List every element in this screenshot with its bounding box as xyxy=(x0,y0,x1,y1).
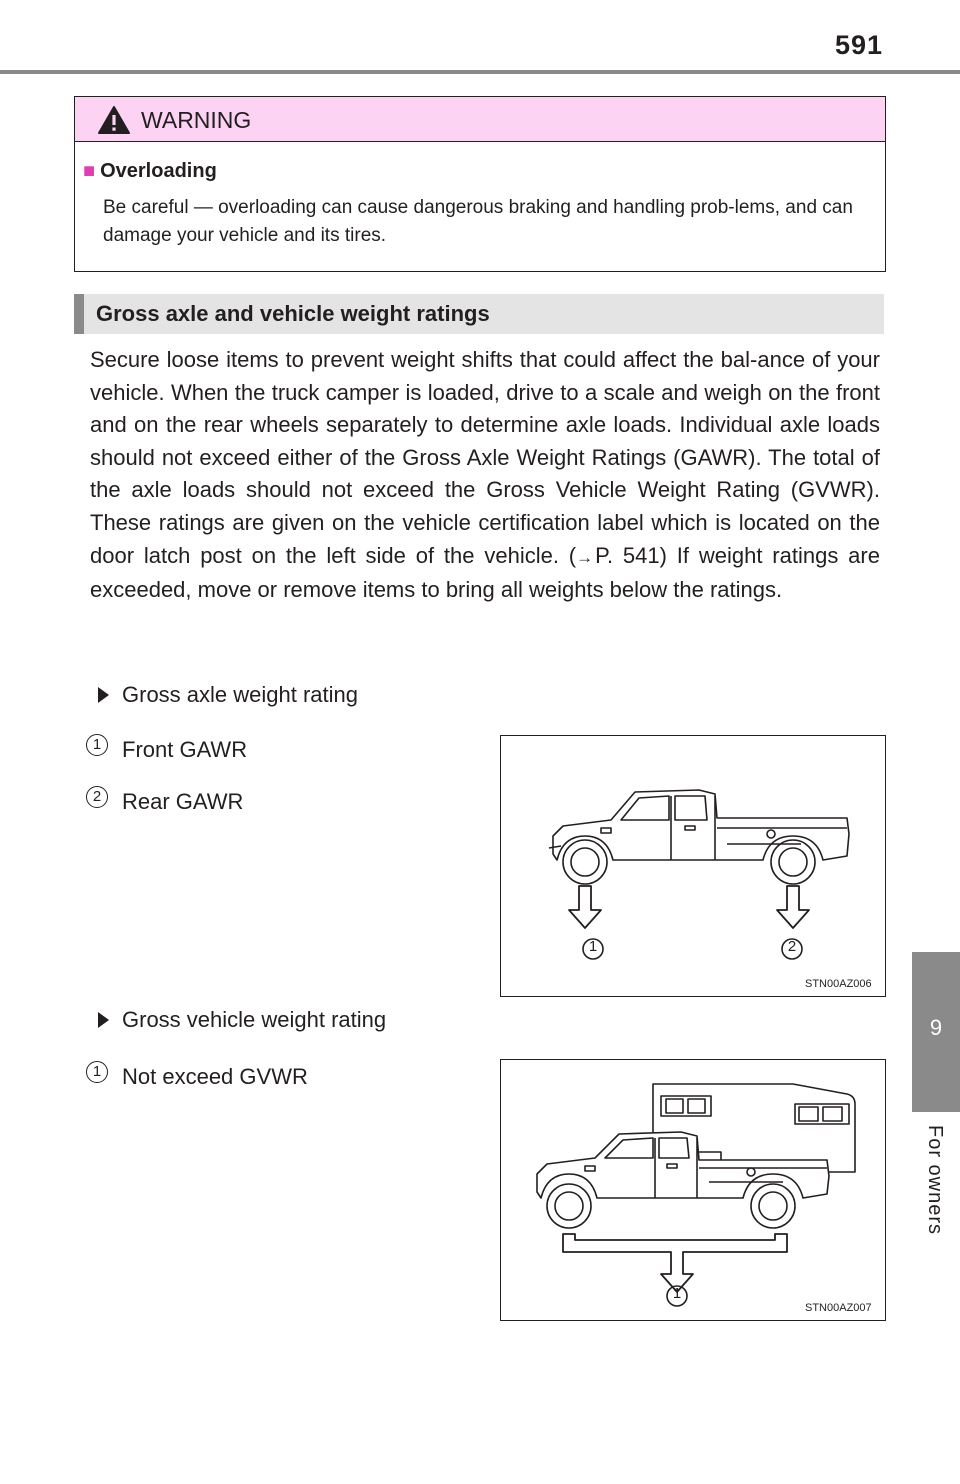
gvwr-heading: Gross vehicle weight rating xyxy=(122,1007,387,1032)
figure-callout: 1 xyxy=(588,938,598,955)
square-bullet-icon: ■ xyxy=(83,160,96,182)
page-reference-link[interactable]: P. 541 xyxy=(595,542,660,568)
paragraph-text-before-ref: Secure loose items to prevent weight shifts that could affect the bal-ance of your vehicle. When the truck camper is loaded, drive to a scale and weigh on the front and on the rear wheels separately to determine axle loads. Individual axle loads should not exceed either of the Gross Axle Weight Ratings (GAWR). The total of the axle loads should not exceed the Gross Vehicle Weight Rating (GVWR). These ratings are given on the vehicle certification label which is located on the door latch post on the left side of the vehicle. ( xyxy=(90,347,880,568)
pickup-truck-illustration xyxy=(501,736,884,995)
figure-callout: 2 xyxy=(787,938,797,955)
item-front-gawr: Front GAWR xyxy=(122,737,248,762)
figure-code: STN00AZ006 xyxy=(805,978,872,990)
warning-box xyxy=(74,96,886,272)
chapter-label: For owners xyxy=(924,1125,946,1236)
main-paragraph xyxy=(90,344,880,607)
reference-arrow-icon: → xyxy=(576,547,594,567)
page-number: 591 xyxy=(835,30,884,60)
section-heading-bar xyxy=(74,294,884,334)
warning-triangle-icon xyxy=(97,105,131,135)
chapter-number: 9 xyxy=(929,1015,943,1040)
header-rule xyxy=(0,70,960,74)
section-title: Gross axle and vehicle weight ratings xyxy=(96,301,490,326)
warning-title: WARNING xyxy=(141,107,252,133)
item-number-badge: 2 xyxy=(86,786,108,808)
item-rear-gawr: Rear GAWR xyxy=(122,789,244,814)
gvwr-figure xyxy=(500,1059,886,1321)
paragraph-text-after-ref: ) If weight ratings are exceeded, move or remove items to bring all weights below the ratings. xyxy=(90,542,880,603)
triangle-bullet-icon xyxy=(98,687,109,703)
figure-callout: 1 xyxy=(672,1285,682,1302)
item-number-badge: 1 xyxy=(86,734,108,756)
gawr-heading: Gross axle weight rating xyxy=(122,682,358,707)
warning-subheading-text: Overloading xyxy=(100,160,217,182)
warning-header xyxy=(75,97,885,142)
item-number-badge: 1 xyxy=(86,1061,108,1083)
warning-body: Be careful — overloading can cause dangerous braking and handling prob-lems, and can damage your vehicle and its tires. xyxy=(103,197,853,246)
item-not-exceed-gvwr: Not exceed GVWR xyxy=(122,1064,308,1089)
gawr-figure xyxy=(500,735,886,997)
triangle-bullet-icon xyxy=(98,1012,109,1028)
warning-subheading xyxy=(83,160,217,183)
truck-camper-illustration xyxy=(501,1060,884,1319)
figure-code: STN00AZ007 xyxy=(805,1302,872,1314)
